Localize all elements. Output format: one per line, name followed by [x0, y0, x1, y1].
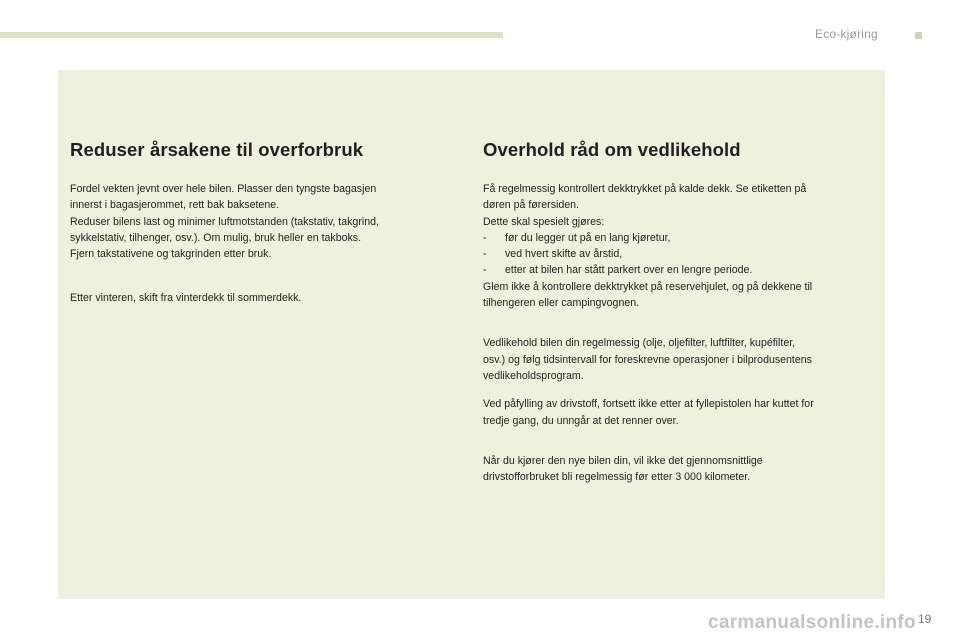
list-item [483, 230, 878, 246]
right-paragraph-1-cont [483, 279, 878, 312]
list-dash: - [483, 231, 487, 244]
right-paragraph-3 [483, 396, 878, 429]
text-line: innerst i bagasjerommet, rett bak baksetene. [70, 199, 280, 212]
left-heading: Reduser årsakene til overforbruk [70, 139, 364, 160]
text-line: Etter vinteren, skift fra vinterdekk til sommerdekk. [70, 292, 302, 305]
list-dash: - [483, 264, 487, 277]
list-item [483, 246, 878, 262]
left-column [70, 138, 442, 307]
spacer [483, 445, 878, 453]
spacer [483, 429, 878, 445]
text-line: døren på førersiden. [483, 199, 579, 212]
watermark: carmanualsonline.info [708, 612, 916, 633]
section-marker [915, 32, 922, 39]
spacer [70, 262, 442, 278]
text-line: osv.) og følg tidsintervall for foreskrevne operasjoner i bilprodusentens [483, 353, 812, 366]
text-line: drivstofforbruket bli regelmessig før etter 3 000 kilometer. [483, 471, 751, 484]
list-item-text: etter at bilen har stått parkert over en lengre periode. [505, 264, 753, 277]
text-line: Fordel vekten jevnt over hele bilen. Plasser den tyngste bagasjen [70, 183, 377, 195]
spacer [483, 311, 878, 327]
text-line: Vedlikehold bilen din regelmessig (olje, oljefilter, luftfilter, kupéfilter, [483, 337, 796, 350]
text-line: tredje gang, du unngår at det renner over. [483, 414, 679, 427]
text-line: vedlikeholdsprogram. [483, 369, 584, 382]
text-line: sykkelstativ, tilhenger, osv.). Om mulig, bruk heller en takboks. [70, 231, 362, 244]
spacer [70, 278, 442, 290]
spacer [483, 327, 878, 335]
list-item-text: ved hvert skifte av årstid, [505, 248, 623, 261]
content-panel [58, 70, 885, 599]
header-accent-bar [0, 32, 503, 38]
left-paragraph-2 [70, 290, 442, 306]
right-paragraph-4 [483, 453, 878, 486]
right-column [483, 138, 878, 485]
list-item [483, 262, 878, 278]
text-line: Få regelmessig kontrollert dekktrykket på kalde dekk. Se etiketten på [483, 183, 807, 195]
section-title: Eco-kjøring [815, 27, 878, 41]
text-line: Fjern takstativene og takgrinden etter bruk. [70, 248, 272, 261]
list-dash: - [483, 248, 487, 261]
text-line: Ved påfylling av drivstoff, fortsett ikke etter at fyllepistolen har kuttet for [483, 398, 814, 411]
text-line: Reduser bilens last og minimer luftmotstanden (takstativ, takgrind, [70, 215, 379, 228]
text-line: tilhengeren eller campingvognen. [483, 297, 640, 310]
text-line: Glem ikke å kontrollere dekktrykket på reservehjulet, og på dekkene til [483, 280, 813, 293]
left-paragraph-1 [70, 181, 442, 262]
right-paragraph-2 [483, 335, 878, 384]
text-line: Dette skal spesielt gjøres: [483, 215, 605, 228]
spacer [483, 384, 878, 396]
page-number: 19 [918, 612, 932, 626]
list-item-text: før du legger ut på en lang kjøretur, [505, 231, 671, 244]
right-paragraph-1 [483, 181, 878, 230]
right-heading: Overhold råd om vedlikehold [483, 139, 741, 160]
text-line: Når du kjører den nye bilen din, vil ikke det gjennomsnittlige [483, 454, 763, 467]
